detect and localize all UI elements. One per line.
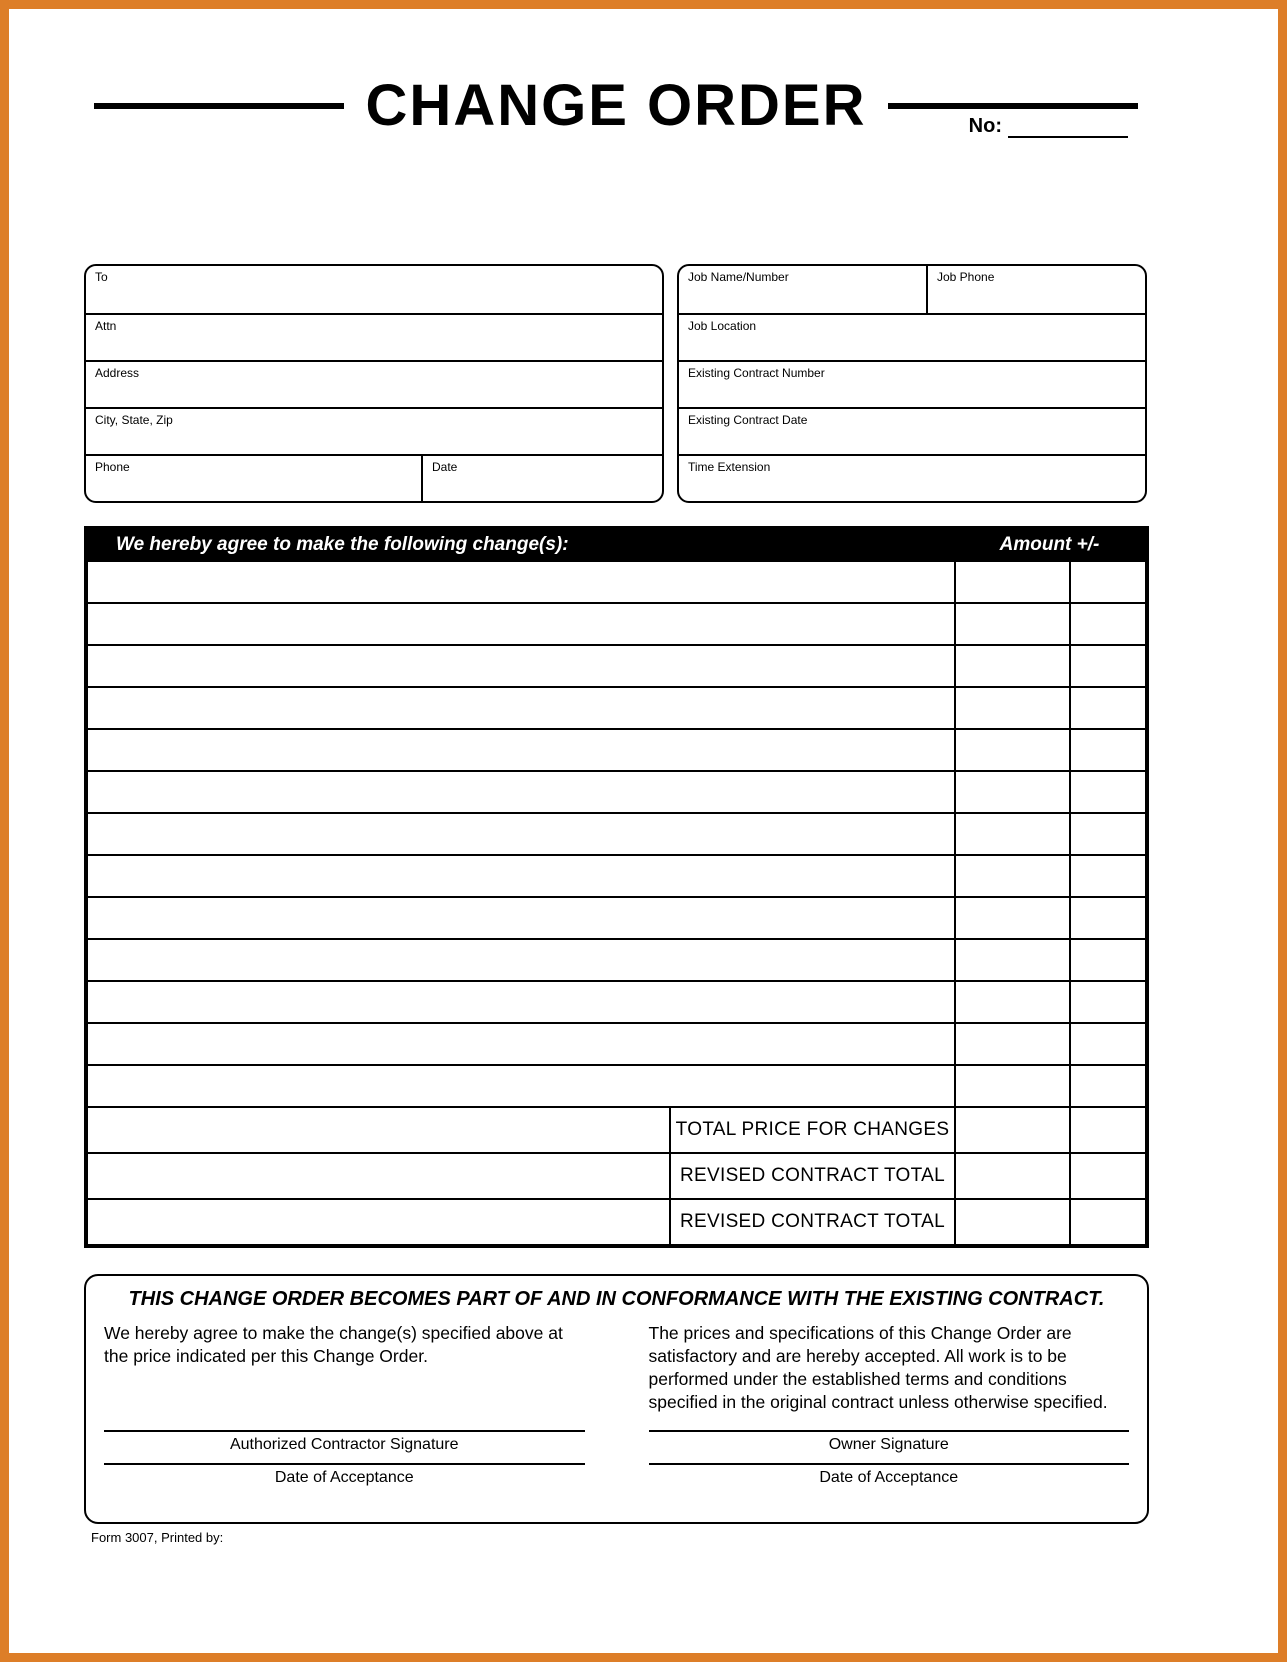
- field-address[interactable]: [86, 360, 662, 407]
- existing-contract-date-label: Existing Contract Date: [688, 413, 808, 427]
- agreement-box: [84, 1274, 1149, 1524]
- changes-table: [84, 526, 1149, 1248]
- change-description-cell[interactable]: [88, 940, 954, 980]
- title-rule-left: [94, 103, 344, 109]
- total-amount-dollars-cell[interactable]: [954, 1200, 1069, 1244]
- date-label: Date: [432, 460, 458, 474]
- address-label: Address: [95, 366, 140, 380]
- contractor-agreement-text: We hereby agree to make the change(s) specified above at the price indicated per this Change Order.: [104, 1323, 563, 1367]
- total-rows: [88, 1106, 1145, 1244]
- contractor-column: [104, 1322, 585, 1496]
- change-row: [88, 644, 1145, 686]
- total-blank-cell[interactable]: [88, 1108, 669, 1152]
- amount-cents-cell[interactable]: [1069, 730, 1145, 770]
- total-amount-dollars-cell[interactable]: [954, 1154, 1069, 1198]
- total-row: [88, 1152, 1145, 1198]
- change-row: [88, 938, 1145, 980]
- total-amount-cents-cell[interactable]: [1069, 1200, 1145, 1244]
- change-row: [88, 812, 1145, 854]
- change-description-cell[interactable]: [88, 688, 954, 728]
- owner-agreement-text: The prices and specifications of this Change Order are satisfactory and are hereby accepted. All work is to be performed under the established terms and conditions specified in the original contract unless otherwise specified.: [648, 1323, 1108, 1413]
- total-amount-cents-cell[interactable]: [1069, 1154, 1145, 1198]
- amount-cents-cell[interactable]: [1069, 772, 1145, 812]
- total-blank-cell[interactable]: [88, 1154, 669, 1198]
- change-row: [88, 896, 1145, 938]
- order-number-input-line[interactable]: [1008, 116, 1128, 138]
- change-row: [88, 728, 1145, 770]
- field-existing-contract-date[interactable]: [679, 407, 1145, 454]
- change-row: [88, 1064, 1145, 1106]
- amount-cents-cell[interactable]: [1069, 604, 1145, 644]
- total-row-label: TOTAL PRICE FOR CHANGES: [669, 1108, 954, 1152]
- field-job-name-number[interactable]: [679, 266, 926, 313]
- changes-header-label: We hereby agree to make the following change(s):: [116, 534, 569, 555]
- change-rows: [88, 560, 1145, 1106]
- owner-column: [649, 1322, 1130, 1496]
- amount-cents-cell[interactable]: [1069, 646, 1145, 686]
- attn-label: Attn: [95, 319, 117, 333]
- amount-cents-cell[interactable]: [1069, 982, 1145, 1022]
- field-job-location[interactable]: [679, 313, 1145, 360]
- field-city-state-zip[interactable]: [86, 407, 662, 454]
- change-description-cell[interactable]: [88, 856, 954, 896]
- amount-dollars-cell[interactable]: [954, 604, 1069, 644]
- phone-label: Phone: [95, 460, 130, 474]
- contact-box: [84, 264, 664, 503]
- amount-dollars-cell[interactable]: [954, 772, 1069, 812]
- amount-cents-cell[interactable]: [1069, 562, 1145, 602]
- contractor-date-label: Date of Acceptance: [274, 1469, 414, 1486]
- total-row-label: REVISED CONTRACT TOTAL: [669, 1200, 954, 1244]
- field-existing-contract-number[interactable]: [679, 360, 1145, 407]
- order-number-label: No:: [968, 115, 1002, 137]
- change-description-cell[interactable]: [88, 814, 954, 854]
- amount-cents-cell[interactable]: [1069, 856, 1145, 896]
- change-description-cell[interactable]: [88, 898, 954, 938]
- change-description-cell[interactable]: [88, 772, 954, 812]
- change-description-cell[interactable]: [88, 604, 954, 644]
- total-row: [88, 1198, 1145, 1244]
- change-row: [88, 854, 1145, 896]
- field-attn[interactable]: [86, 313, 662, 360]
- page-title: CHANGE ORDER: [365, 73, 867, 138]
- time-extension-label: Time Extension: [688, 460, 771, 474]
- title-rule-right: [888, 103, 1138, 109]
- amount-dollars-cell[interactable]: [954, 730, 1069, 770]
- change-description-cell[interactable]: [88, 646, 954, 686]
- total-blank-cell[interactable]: [88, 1200, 669, 1244]
- field-phone-date-row: [86, 454, 662, 501]
- amount-dollars-cell[interactable]: [954, 982, 1069, 1022]
- total-row-label: REVISED CONTRACT TOTAL: [669, 1154, 954, 1198]
- amount-cents-cell[interactable]: [1069, 814, 1145, 854]
- field-time-extension[interactable]: [679, 454, 1145, 501]
- amount-header-label: Amount +/-: [999, 534, 1100, 555]
- field-job-name-phone-row: [679, 266, 1145, 313]
- change-row: [88, 560, 1145, 602]
- change-description-cell[interactable]: [88, 1066, 954, 1106]
- change-row: [88, 686, 1145, 728]
- owner-signature-label: Owner Signature: [828, 1436, 949, 1453]
- amount-dollars-cell[interactable]: [954, 688, 1069, 728]
- field-phone[interactable]: [86, 456, 421, 501]
- job-name-number-label: Job Name/Number: [688, 270, 789, 284]
- field-job-phone[interactable]: [926, 266, 1145, 313]
- field-to[interactable]: [86, 266, 662, 313]
- field-date[interactable]: [421, 456, 662, 501]
- amount-dollars-cell[interactable]: [954, 562, 1069, 602]
- total-amount-dollars-cell[interactable]: [954, 1108, 1069, 1152]
- job-phone-label: Job Phone: [937, 270, 995, 284]
- total-amount-cents-cell[interactable]: [1069, 1108, 1145, 1152]
- amount-dollars-cell[interactable]: [954, 898, 1069, 938]
- city-state-zip-label: City, State, Zip: [95, 413, 173, 427]
- changes-table-header: [88, 530, 1145, 560]
- amount-cents-cell[interactable]: [1069, 1066, 1145, 1106]
- change-description-cell[interactable]: [88, 982, 954, 1022]
- change-description-cell[interactable]: [88, 730, 954, 770]
- contractor-signature-label: Authorized Contractor Signature: [229, 1436, 459, 1453]
- change-row: [88, 980, 1145, 1022]
- existing-contract-number-label: Existing Contract Number: [688, 366, 825, 380]
- amount-dollars-cell[interactable]: [954, 1066, 1069, 1106]
- agreement-heading: THIS CHANGE ORDER BECOMES PART OF AND IN CONFORMANCE WITH THE EXISTING CONTRACT.: [128, 1288, 1105, 1310]
- change-description-cell[interactable]: [88, 1024, 954, 1064]
- change-row: [88, 602, 1145, 644]
- amount-dollars-cell[interactable]: [954, 1024, 1069, 1064]
- change-row: [88, 1022, 1145, 1064]
- job-box: [677, 264, 1147, 503]
- agreement-columns: [102, 1322, 1131, 1496]
- amount-dollars-cell[interactable]: [954, 940, 1069, 980]
- order-number-field: [969, 115, 1128, 138]
- owner-date-label: Date of Acceptance: [819, 1469, 959, 1486]
- amount-dollars-cell[interactable]: [954, 856, 1069, 896]
- change-row: [88, 770, 1145, 812]
- form-number-note: Form 3007, Printed by:: [91, 1530, 224, 1545]
- change-description-cell[interactable]: [88, 562, 954, 602]
- to-label: To: [95, 270, 108, 284]
- amount-cents-cell[interactable]: [1069, 688, 1145, 728]
- amount-dollars-cell[interactable]: [954, 814, 1069, 854]
- total-row: [88, 1106, 1145, 1152]
- amount-cents-cell[interactable]: [1069, 940, 1145, 980]
- amount-dollars-cell[interactable]: [954, 646, 1069, 686]
- job-location-label: Job Location: [688, 319, 757, 333]
- amount-cents-cell[interactable]: [1069, 1024, 1145, 1064]
- amount-cents-cell[interactable]: [1069, 898, 1145, 938]
